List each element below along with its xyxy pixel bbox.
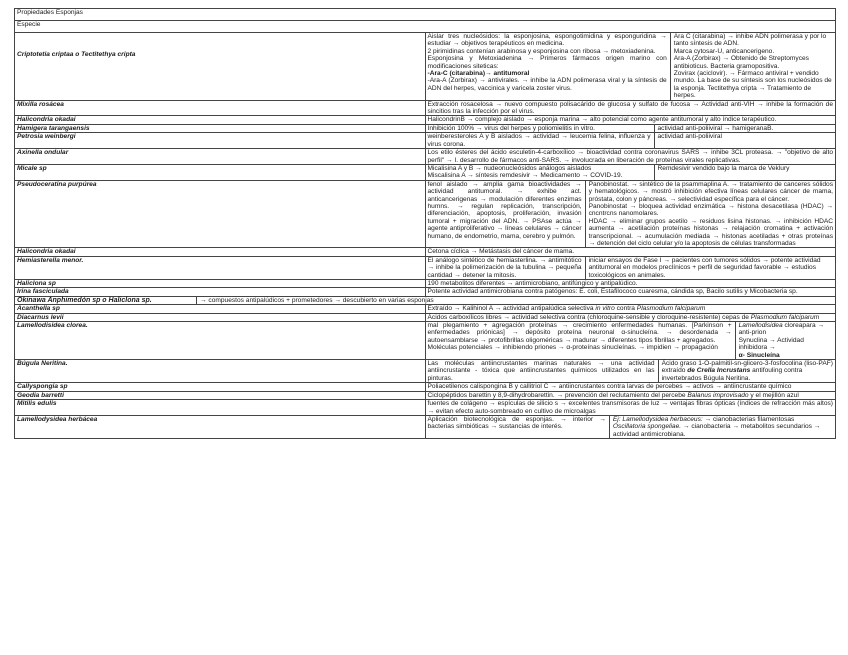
species-name: Irina fasciculada: [15, 288, 426, 296]
text-segment: y el mejillón azul: [748, 391, 799, 399]
species-name: Axinella ondular: [15, 149, 426, 165]
text-segment: Lamellodisidea: [738, 322, 783, 330]
cell-left: [428, 165, 655, 180]
table-row: [15, 296, 836, 304]
table-row: [15, 305, 836, 313]
cell-left: fenol aislado → amplia gama bioactividades → actividad antitumoral. → exhibe act. anticancerigenas → modulación diferentes enzimas humns. → regulan replicación, transcripción, diferenciación, apoptosis, proliferación, invasión tumoral + migración del ADN. → PSAse actúa → agente antiproliferativo → líneas celulares → cáncer humano, de endometrio, mama, cerebro y pulmón.: [428, 181, 586, 248]
row-content: Poliacetilenos calispongina B y callitriol C → antiincrustantes contra larvas de percebes → activos → antiincrustante químico: [425, 383, 836, 391]
species-name: Hamigera tarangaensis: [15, 124, 426, 132]
text-line: Aislar tres nucleósidos: la esponjosina, espongotimidina y esponguridina → estudiar → objetivos terapéuticos en medicina.: [427, 33, 667, 48]
row-content: [425, 164, 836, 180]
text-line: [613, 416, 833, 423]
text-line: Synuclina → Actividad inhibidora →: [738, 336, 804, 352]
cell-right: iniciar ensayos de Fase I → pacientes con tumores sólidos → potente actividad antitumoral en modelos preclínicos + perfil de seguridad favorable → estudios toxicológicos en animales.: [588, 256, 821, 279]
sponge-properties-table: [14, 8, 836, 439]
cell-left: El análogo sintético de hemiasterlina. → antimitótico → inhibe la polimerización de la tubulina → pequeña cantidad → detener la mitosis.: [428, 257, 586, 279]
text-segment: → cianobacteria → metabolitos secundarios → actividad antimicrobiana.: [612, 423, 821, 438]
text-segment: Ácido graso 1-O-palmitil-sn-glicero-3-fosfocolina (liso-PAF) extraído: [661, 360, 833, 375]
species-name: Hemiasterella menor.: [15, 256, 426, 279]
text-line: -Ara-C (citarabina)→ antitumoral: [427, 70, 530, 78]
text-segment: antifouling contra invertebrados Búgula Neritina.: [661, 367, 803, 382]
text-segment: Plasmodium falciparum: [750, 313, 820, 321]
text-segment: Ej: Lamellodysidea herbaceus:: [612, 415, 703, 423]
table-row: [15, 248, 836, 256]
text-line: Esponjosina y Metoxiadenina → Primeros fármacos origen marino con modificaciones siteticas:: [427, 55, 667, 70]
text-line: α- Sinucleína: [738, 351, 780, 359]
table-row: [15, 124, 836, 132]
cell-right: [585, 181, 833, 248]
title-row: [15, 9, 836, 21]
text-segment: Ácidos carboxílicos libres → actividad selectiva contra (chloroquine-sensible y cloroquine-resistente) cepas de: [427, 313, 751, 321]
text-line: HDAC → eliminar grupos acetilo → residuos lisina histonas. → inhibición HDAC aumenta → acetilación proteínas histonas → relajación cromatina + activación transcripcional. → acumulación mediada → histonas acetiladas + otras proteínas → detención del ciclo celular y/o la apoptosis de células transformadas: [588, 217, 833, 247]
row-content: Cetona cíclica → Metástasis del cáncer de mama.: [425, 248, 836, 256]
species-name: Halicondria okadai: [15, 116, 426, 124]
row-content: fuentes de colágeno → espículas de silicio s → excelentes transmisoras de luz → ventajas fibras ópticas (índices de refracción más altos) → evitan efecto auto-sombreado en cultivo de microalgas: [425, 400, 836, 416]
table-row: [15, 164, 836, 180]
row-content: Los etilo ésteres del ácido esculetin-4-carboxílico → bioactividad contra coronavirus SARS → inhibe 3CL proteasa. → "objetivo de alto perfil" → I. desarrollo de fármacos anti-SARS. → involucrada en liberación de proteínas virales replicativas.: [425, 149, 836, 165]
cell-left: Inhibición 100% → virus del herpes y poliomielitis in vitro.: [428, 125, 655, 132]
text-segment: contra: [614, 305, 637, 313]
cell-right: [658, 360, 833, 382]
table-row: [15, 322, 836, 360]
row-content: Extracción rosacelosa → nuevo compuesto polisacárido de glucosa y sulfato de fucosa → Actividad anti-VIH → inhibe la formación de sincitios tras la infección por el virus.: [425, 100, 836, 116]
text-line: -Ara-A (Zorbirax) → antivirales. → inhibe la ADN polimerasa viral y la síntesis de ADN del herpes, vaccinica y varicela zoster virus.: [427, 77, 667, 92]
document-page: [14, 8, 836, 439]
species-name: Pseudoceratina purpúrea: [15, 180, 426, 248]
species-name: Búgula Neritina.: [15, 360, 426, 383]
row-content: 190 metabolitos diferentes → antimicrobiano, antifúngico y antipalúdico.: [425, 280, 836, 288]
row-content: [425, 133, 836, 149]
species-name: Okinawa Anphimedón sp o Haliclona sp.: [15, 297, 197, 304]
cell-right: [609, 416, 833, 438]
text-line: [613, 423, 833, 438]
text-line: Micalisina A y B → nudeonucleósidos análogos aislados: [427, 164, 592, 172]
text-line: 2 pirimidinas contenían arabinosa y esponjosina con ribosa → metoxiadenina.: [427, 47, 656, 55]
cell-left: Las moléculas antiincrustantes marinas naturales → una actividad antiincrustante - tóxica que antiincrustantes químicos utilizados en las pinturas.: [428, 360, 659, 382]
text-segment: cloreapara → anti-prion: [738, 322, 825, 337]
table-row: [15, 116, 836, 124]
cell-left: Aplicación biotecnológica de esponjas. → interior → bacterias simbióticas → sustancias de interés.: [428, 416, 610, 438]
species-name: Micale sp: [15, 164, 426, 180]
species-name: Mitilis edulis: [15, 400, 426, 416]
cell-right: Remdesivir vendido bajo la marca de Veklury: [657, 164, 790, 172]
text-line: [739, 322, 833, 337]
row-content: [15, 296, 836, 304]
text-segment: Oscillatoria spongeliae.: [612, 423, 682, 431]
text-segment: Plasmodium falciparum: [636, 305, 706, 313]
cell-left: [428, 322, 736, 359]
text-segment: Ciclopéptidos barettin y 8,9-dihydrobarettin. → prevención del reclutamiento del percebe: [427, 391, 688, 399]
cell-right: [735, 322, 833, 359]
table-row: [15, 313, 836, 321]
row-content: [425, 124, 836, 132]
text-line: Marca cytosar-U, anticancerigeno.: [673, 47, 775, 55]
table-row: [15, 33, 836, 101]
text-segment: in vitro: [595, 305, 615, 313]
text-line: Panobinostat → bloquea actividad enzimática → histona desacetilasa (HDAC) → cncntrcns nanomolares.: [588, 202, 833, 218]
table-row: [15, 280, 836, 288]
species-name: Haliclona sp: [15, 280, 426, 288]
species-name: Lamellodisidea clorea.: [15, 322, 426, 360]
cell-right: actividad anti-poliiviral: [657, 133, 723, 141]
table-row: [15, 415, 836, 438]
cell-right: actividad anti-poliiviral → hamigeranaB.: [657, 124, 774, 132]
row-content: HalicondrinB → complejo aislado → esponja marina → alto potencial como agente antitumoral y alto índice terapéutico.: [425, 116, 836, 124]
species-name: Callyspongia sp: [15, 383, 426, 391]
table-row: [15, 180, 836, 248]
row-content: [425, 322, 836, 360]
text-line: Zovirax (aciclovir). → Fármaco antiviral + vendido mundo. La base de su síntesis son los nucleósidos de la esponja. Tectitethya cripta → Tratamiento de herpes.: [673, 70, 832, 100]
table-row: [15, 256, 836, 279]
species-name: Halicondria okadai: [15, 248, 426, 256]
header-row: [15, 21, 836, 33]
text-segment: de Crella Incrustans: [687, 367, 751, 375]
text-line: Panobinostat. → sintético de la psammaplina A. → tratamiento de canceres sólidos y hematológicos. → mostró inhibición efectiva líneas celulares cáncer de mama, próstata, colon y páncreas. → selectividad específica para el cáncer.: [588, 180, 833, 203]
cell-left: [428, 33, 671, 100]
table-row: [15, 391, 836, 399]
table-row: [15, 400, 836, 416]
text-line: Ara C (citarabina) → inhibe ADN polimerasa y por lo tanto síntesis de ADN.: [673, 33, 827, 48]
cell-left: weinberesteroles A y B aislados → actividad → leucemia felina, influenza y virus corona.: [428, 133, 655, 148]
row-content: [425, 180, 836, 248]
table-row: [15, 149, 836, 165]
species-name: Lamellodysidea herbácea: [15, 415, 426, 438]
table-title: Propiedades Esponjas: [15, 9, 836, 21]
cell-right: [670, 33, 833, 100]
text-line: mal plegamiento + agregación proteínas → crecimiento enfermedades humanas. [Parkinson + enfermedades priónicas] → depósito proteína neuronal α-sinucleína. → desordenada → autoensamblarse → protofibrillas oligoméricas → madurar → diferentes tipos fibrillas + agregados.: [427, 322, 732, 344]
row-content: [425, 360, 836, 383]
row-content: Potente actividad antimicrobiana contra patógenos: E. coli, Estafilococo cuaresma, cándida sp, Bacilo sutilis y Micobacteria sp.: [425, 288, 836, 296]
row-content: [425, 256, 836, 279]
text-segment: Balanus improvisado: [687, 391, 749, 399]
species-name: Criptotetia criptaa o Tectitethya cripta: [15, 33, 426, 101]
text-line: Miscalisina A → síntesis remdesivir → Medicamento → COVID-19.: [427, 172, 623, 180]
table-row: [15, 383, 836, 391]
row-content: [425, 415, 836, 438]
row-content: [425, 305, 836, 313]
cell-right: → compuestos antipalúdicos + prometedores → descubierto en varias esponjas: [200, 296, 434, 304]
table-row: [15, 360, 836, 383]
species-name: Mixilla rosácea: [15, 100, 426, 116]
table-row: [15, 100, 836, 116]
column-header: Especie: [15, 21, 836, 33]
species-name: Acanthella sp: [15, 305, 426, 313]
row-content: [425, 391, 836, 399]
row-content: [425, 313, 836, 321]
species-name: Geodia barretti: [15, 391, 426, 399]
text-line: Ara-A (Zorbirax) → Obtenido de Streptomyces antibioticus. Bacteria gramopositiva.: [673, 55, 809, 70]
text-segment: Extraído → Kalihinol A → actividad antipalúdica selectiva: [427, 305, 596, 313]
text-line: Moléculas potenciales → inhibiendo priones → α-proteínas sinucleínas. → impidien → propagación: [427, 344, 718, 352]
text-segment: → cianobacterias filamentosas: [702, 415, 795, 423]
species-name: Diacarnus levii: [15, 313, 426, 321]
table-row: [15, 288, 836, 296]
table-row: [15, 133, 836, 149]
species-name: Petrosia weinbergi: [15, 133, 426, 149]
row-content: [425, 33, 836, 101]
